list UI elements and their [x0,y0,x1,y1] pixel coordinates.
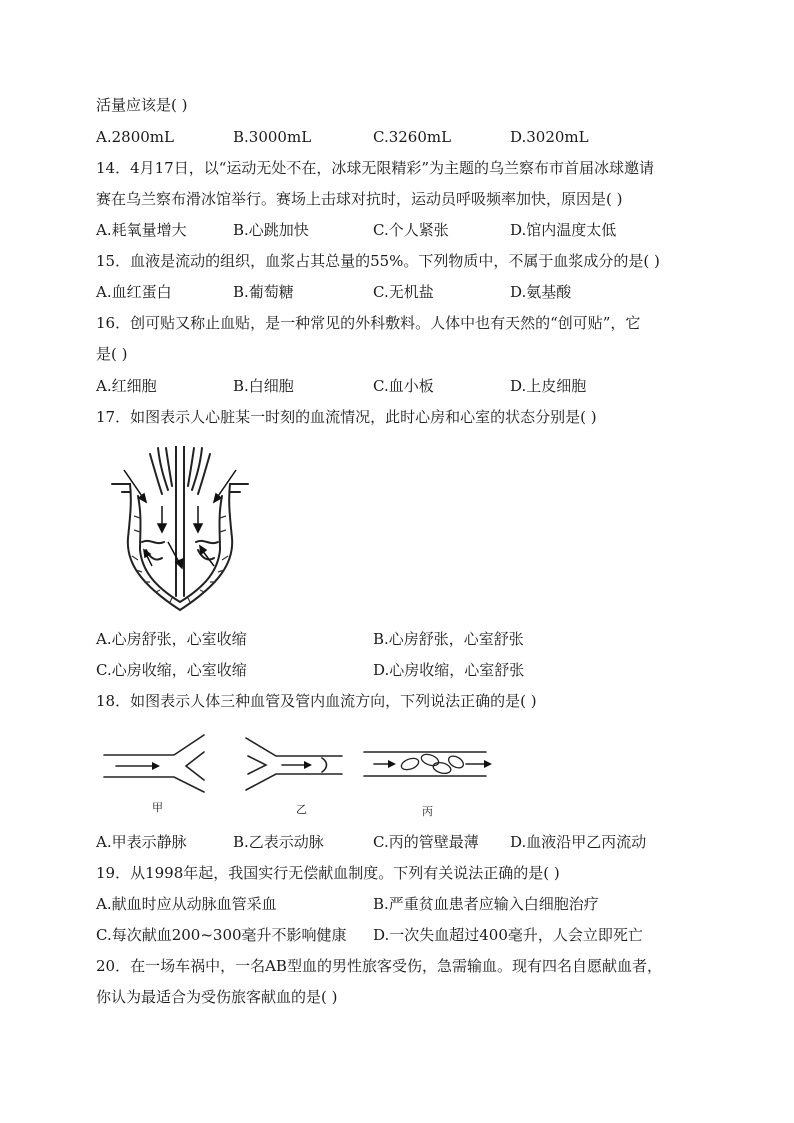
q18-option-b: B.乙表示动脉 [233,833,324,851]
q15-option-a: A.血红蛋白 [96,283,172,301]
q19-option-d: D.一次失血超过400毫升，人会立即死亡 [373,926,643,944]
q13-option-a: A.2800mL [96,128,174,146]
q16-stem-line2: 是( ) [96,345,128,363]
q17-option-a: A.心房舒张，心室收缩 [96,630,247,648]
q16-option-d: D.上皮细胞 [510,377,587,395]
q15-stem-line1: 15．血液是流动的组织，血浆占其总量的55%。下列物质中，不属于血浆成分的是( ) [96,252,660,270]
q13-stem-tail: 活量应该是( ) [96,96,188,114]
q13-option-b: B.3000mL [233,128,312,146]
q14-option-d: D.馆内温度太低 [510,221,617,239]
q17-stem-line1: 17．如图表示人心脏某一时刻的血流情况，此时心房和心室的状态分别是( ) [96,408,597,426]
q20-stem-line1: 20．在一场车祸中，一名AB型血的男性旅客受伤，急需输血。现有四名自愿献血者， [96,957,662,975]
blood-vessels-diagram [100,730,500,800]
q17-option-d: D.心房收缩，心室舒张 [373,661,525,679]
q19-option-c: C.每次献血200~300毫升不影响健康 [96,926,347,944]
q17-option-b: B.心房舒张，心室舒张 [373,630,524,648]
q18-option-c: C.丙的管壁最薄 [373,833,479,851]
q19-option-a: A.献血时应从动脉血管采血 [96,895,277,913]
q14-stem-line2: 赛在乌兰察布滑冰馆举行。赛场上击球对抗时，运动员呼吸频率加快，原因是( ) [96,190,623,208]
q20-stem-line2: 你认为最适合为受伤旅客献血的是( ) [96,988,338,1006]
q14-option-b: B.心跳加快 [233,221,309,239]
caption-bing: 丙 [422,805,433,818]
q14-option-c: C.个人紧张 [373,221,449,239]
q19-option-b: B.严重贫血患者应输入白细胞治疗 [373,895,599,913]
q17-option-c: C.心房收缩，心室收缩 [96,661,247,679]
q16-option-a: A.红细胞 [96,377,157,395]
q19-stem-line1: 19．从1998年起，我国实行无偿献血制度。下列有关说法正确的是( ) [96,864,560,882]
q13-option-c: C.3260mL [373,128,452,146]
q16-stem-line1: 16．创可贴又称止血贴，是一种常见的外科敷料。人体中也有天然的“创可贴”，它 [96,314,641,332]
heart-diagram [106,446,256,616]
q16-option-b: B.白细胞 [233,377,294,395]
q13-option-d: D.3020mL [510,128,589,146]
q18-stem-line1: 18．如图表示人体三种血管及管内血流方向，下列说法正确的是( ) [96,692,537,710]
caption-jia: 甲 [152,801,163,814]
q15-option-b: B.葡萄糖 [233,283,294,301]
caption-yi: 乙 [296,803,307,816]
q18-option-a: A.甲表示静脉 [96,833,187,851]
q15-option-d: D.氨基酸 [510,283,572,301]
q18-option-d: D.血液沿甲乙丙流动 [510,833,647,851]
q14-stem-line1: 14．4月17日，以“运动无处不在，冰球无限精彩”为主题的乌兰察布市首届冰球邀请 [96,159,655,177]
q14-option-a: A.耗氧量增大 [96,221,187,239]
q15-option-c: C.无机盐 [373,283,434,301]
q16-option-c: C.血小板 [373,377,434,395]
